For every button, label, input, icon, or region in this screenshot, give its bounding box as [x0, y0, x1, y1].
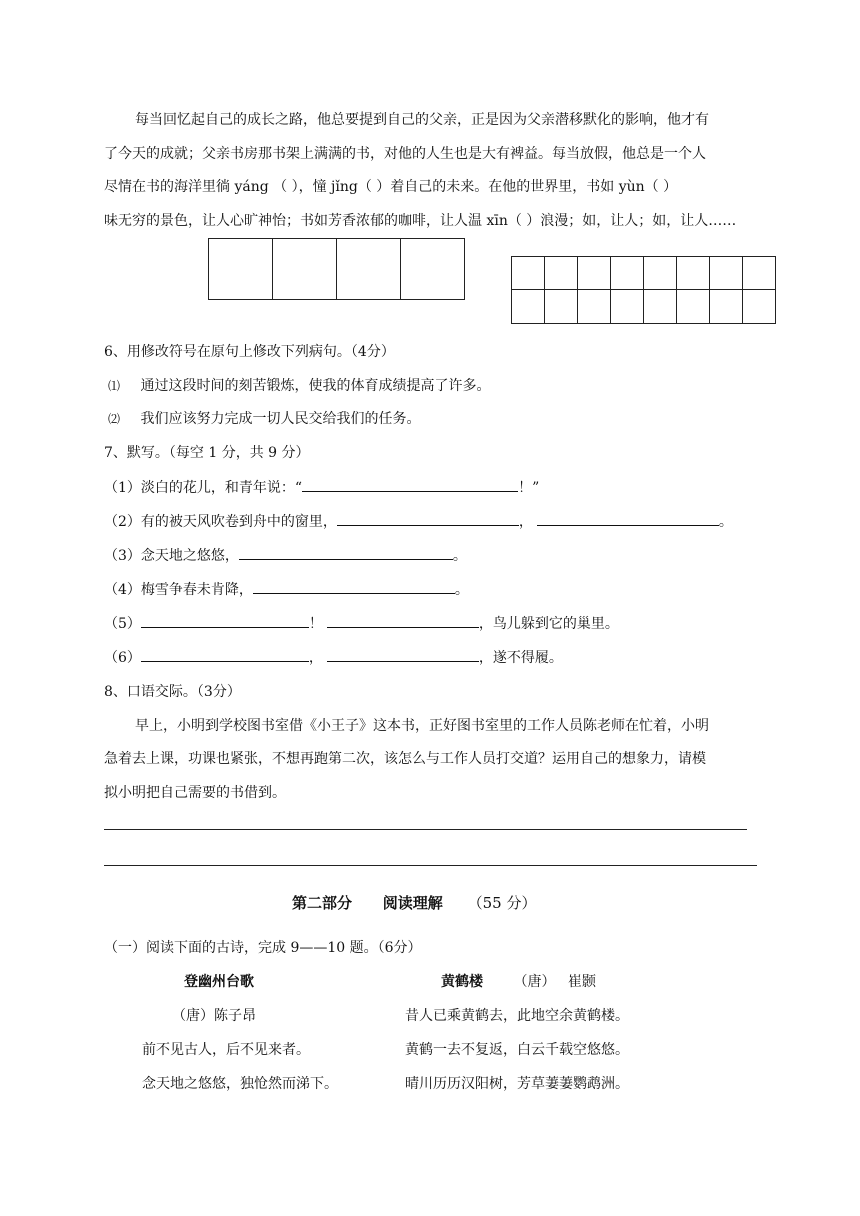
q7-text: 。 — [452, 548, 467, 564]
poem1-line-2: 念天地之悠悠，独怆然而涕下。 — [142, 1076, 338, 1092]
grid-cell[interactable] — [611, 290, 644, 324]
blank-line[interactable] — [327, 613, 479, 628]
part2-name: 阅读理解 — [382, 894, 443, 912]
passage-line-3: 尽情在书的海洋里徜 yáng （ ），憧 jǐng（ ）着自己的未来。在他的世界里，书如 yùn（ ） — [104, 179, 678, 195]
grid-cell[interactable] — [644, 257, 677, 290]
q6-item-1 — [108, 373, 490, 399]
grid-cell[interactable] — [743, 290, 776, 324]
q7-text: ，鸟儿躲到它的巢里。 — [478, 616, 619, 632]
blank-line[interactable] — [141, 613, 309, 628]
grid-cell[interactable] — [512, 257, 545, 290]
q7-text: （1）淡白的花儿，和青年说：“ — [104, 480, 303, 496]
q7-line-5 — [104, 611, 619, 637]
part2-heading — [292, 890, 536, 916]
q7-text: （2）有的被天风吹卷到舟中的窗里， — [104, 514, 337, 530]
q6-item-num: ⑴ — [108, 379, 121, 393]
grid-cell[interactable] — [578, 290, 611, 324]
passage-line-1: 每当回忆起自己的成长之路，他总要提到自己的父亲，正是因为父亲潜移默化的影响，他才有 — [135, 112, 709, 128]
grid-cell[interactable] — [743, 257, 776, 290]
q7-text: （6） — [104, 650, 141, 666]
q6-item-text: 通过这段时间的刻苦锻炼，使我的体育成绩提高了许多。 — [140, 378, 491, 394]
part2-score: （55 分） — [467, 894, 537, 912]
q6-item-text: 我们应该努力完成一切人民交给我们的任务。 — [140, 411, 421, 427]
passage-line-4: 味无穷的景色，让人心旷神怡；书如芳香浓郁的咖啡，让人温 xīn（ ）浪漫；如，让人；如，让人…… — [104, 213, 737, 229]
q7-line-3 — [104, 543, 467, 569]
q7-text: 。 — [454, 582, 469, 598]
q6-item-num: ⑵ — [108, 412, 121, 426]
grid-cell[interactable] — [710, 290, 743, 324]
q8-paragraph-line-2: 急着去上课，功课也紧张，不想再跑第二次，该怎么与工作人员打交道？运用自己的想象力，请模 — [104, 751, 706, 767]
blank-line[interactable] — [253, 579, 455, 594]
passage-line-2: 了今天的成就；父亲书房那书架上满满的书，对他的人生也是大有裨益。每当放假，他总是一个人 — [104, 146, 706, 162]
q6-item-2 — [108, 406, 420, 432]
poem1-author: （唐）陈子昂 — [172, 1008, 256, 1024]
answer-line[interactable] — [104, 829, 747, 830]
grid-cell[interactable] — [677, 290, 710, 324]
q7-line-1 — [104, 475, 539, 501]
q8-paragraph-line-3: 拟小明把自己需要的书借到。 — [104, 785, 286, 801]
q7-text: （4）梅雪争春未肯降， — [104, 582, 253, 598]
q8-paragraph-line-1: 早上，小明到学校图书室借《小王子》这本书，正好图书室里的工作人员陈老师在忙着，小明 — [135, 718, 709, 734]
blank-line[interactable] — [302, 477, 518, 492]
blank-line[interactable] — [337, 511, 519, 526]
grid-cell[interactable] — [512, 290, 545, 324]
q7-text: （3）念天地之悠悠， — [104, 548, 239, 564]
q7-text: （5） — [104, 616, 141, 632]
q7-line-2 — [104, 509, 733, 535]
poem2-dynasty: （唐） — [513, 974, 556, 990]
blank-line[interactable] — [239, 545, 453, 560]
part2-title: 第二部分 — [292, 894, 353, 912]
poem2-title: 黄鹤楼 — [441, 974, 483, 990]
q7-text: ，遂不得履。 — [478, 650, 563, 666]
q7-text: 。 — [718, 514, 733, 530]
grid-cell[interactable] — [611, 257, 644, 290]
grid-cell[interactable] — [578, 257, 611, 290]
poem2-line-1: 昔人已乘黄鹤去，此地空余黄鹤楼。 — [405, 1008, 629, 1024]
grid-cell[interactable] — [209, 239, 273, 300]
reading1-instruction: （一）阅读下面的古诗，完成 9——10 题。（6分） — [104, 940, 422, 956]
q7-line-4 — [104, 577, 469, 603]
answer-grid-four-chars[interactable] — [208, 238, 465, 300]
blank-line[interactable] — [141, 647, 309, 662]
grid-cell[interactable] — [401, 239, 465, 300]
answer-grid-eight-chars[interactable] — [511, 256, 776, 324]
q6-title: 6、用修改符号在原句上修改下列病句。（4分） — [104, 344, 395, 360]
q7-text: ！” — [518, 480, 540, 496]
blank-line[interactable] — [327, 647, 479, 662]
q7-text: ， — [518, 514, 533, 530]
blank-line[interactable] — [537, 511, 719, 526]
q7-text: ！ — [308, 616, 323, 632]
grid-cell[interactable] — [337, 239, 401, 300]
grid-cell[interactable] — [710, 257, 743, 290]
q7-line-6 — [104, 645, 563, 671]
answer-line[interactable] — [104, 865, 757, 866]
q7-text: ， — [308, 650, 323, 666]
grid-cell[interactable] — [677, 257, 710, 290]
q8-title: 8、口语交际。（3分） — [104, 684, 241, 700]
grid-cell[interactable] — [644, 290, 677, 324]
q7-title: 7、默写。（每空 1 分，共 9 分） — [104, 445, 310, 461]
grid-cell[interactable] — [545, 257, 578, 290]
poem1-title: 登幽州台歌 — [184, 974, 254, 990]
grid-cell[interactable] — [273, 239, 337, 300]
poem1-line-1: 前不见古人，后不见来者。 — [142, 1042, 310, 1058]
poem2-line-3: 晴川历历汉阳树，芳草萋萋鹦鹉洲。 — [405, 1076, 629, 1092]
poem2-header — [441, 969, 596, 995]
poem2-author: 崔颢 — [567, 974, 596, 990]
grid-cell[interactable] — [545, 290, 578, 324]
poem2-line-2: 黄鹤一去不复返，白云千载空悠悠。 — [405, 1042, 629, 1058]
